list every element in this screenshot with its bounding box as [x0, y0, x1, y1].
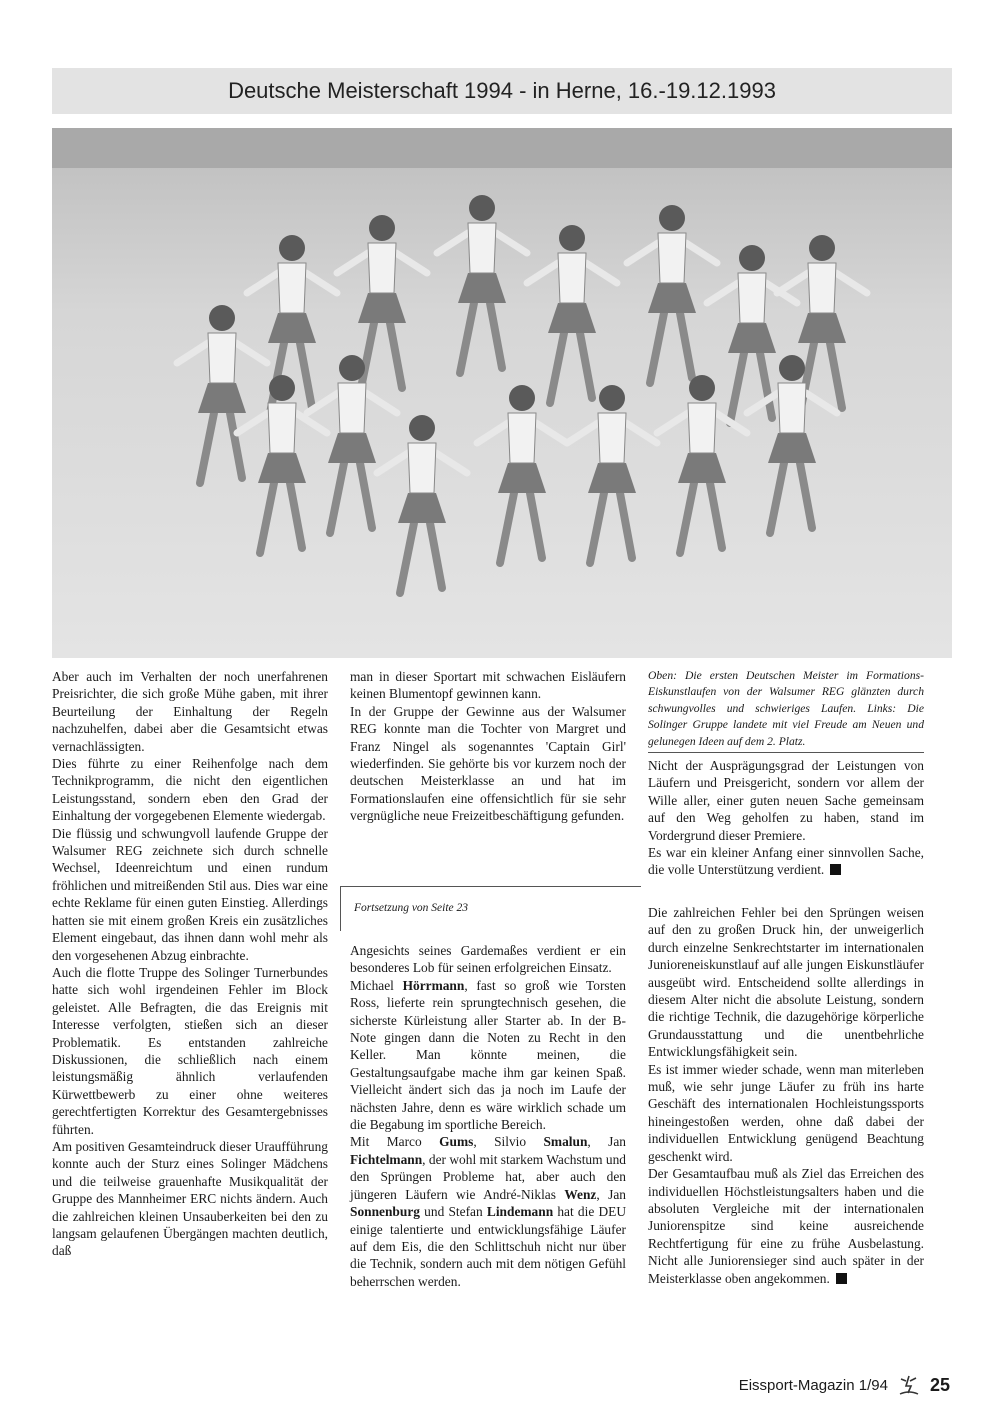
paragraph: Die zahlreichen Fehler bei den Sprüngen weisen auf den zu großen Druck hin, der unweigerlich durch einzelne Senkrechtstarter im internationalen Junioreneiskunstlauf auf alle jungen Eiskunstläufer ausgeübt wird. Entscheidend sollte allerdings in diesem Alter nicht die absolute Leistung, sondern die richtige Technik, die dazugehörige körperliche Grundausstattung und die unentbehrliche Entwicklungsfähigkeit sein. — [648, 905, 924, 1060]
photo-caption: Oben: Die ersten Deutschen Meister im Formations-Eiskunstlaufen von der Walsumer REG glänzten durch schwungvolles und schwieriges Laufen. Links: Die Solinger Gruppe landete mit viel Freude am Neuen und gelunegen Ideen auf dem 2. Platz. — [648, 668, 924, 753]
text: , Jan — [587, 1134, 627, 1150]
paragraph — [648, 1165, 924, 1287]
paragraph: Dies führte zu einer Reihenfolge nach dem Technikprogramm, die nicht den eigentlichen Leistungsstand, sondern eben den Grad der Einhaltung der vorgegebenen Elemente wiedergab. — [52, 756, 328, 824]
end-mark-icon — [830, 864, 841, 875]
paragraph: Angesichts seines Gardemaßes verdient er ein besonderes Lob für seinen erfolgreichen Einsatz. — [350, 943, 626, 976]
text: hat die DEU einige talentierte und entwicklungsfähige Läufer auf dem Eis, die den Schlittschuh nicht nur über die Technik, sondern auch mit dem nötigen Gefühl beherrschen werden. — [350, 1204, 627, 1289]
text: Mit Marco — [350, 1134, 440, 1150]
skater-name: Sonnenburg — [350, 1204, 420, 1220]
column-2-continued — [350, 942, 626, 1290]
magazine-name: Eissport-Magazin 1/94 — [738, 1376, 888, 1394]
skater-name: Gums — [439, 1134, 474, 1150]
skater-name: Lindemann — [486, 1204, 554, 1220]
skater-logo-icon — [896, 1372, 922, 1398]
column-3-continued — [648, 904, 924, 1287]
paragraph: Die flüssig und schwungvoll laufende Gruppe der Walsumer REG zeichnete sich durch schnelle Wechsel, Ideenreichtum und einen rundum fröhlichen und mitreißenden Stil aus. Dies war eine echte Reklame für einen guten Einstieg. Allerdings hatten sie mit einem großen Kreis ein zusätzliches Element eingebaut, das ihnen dann wohl mehr als den vorgesehenen Abzug einbrachte. — [52, 825, 328, 963]
team-photo — [52, 128, 952, 658]
paragraph: man in dieser Sportart mit schwachen Eisläufern keinen Blumentopf gewinnen kann. — [350, 669, 626, 702]
text: und Stefan — [419, 1204, 487, 1220]
paragraph-text: Es war ein kleiner Anfang einer sinnvollen Sache, die volle Unterstützung verdient. — [648, 845, 924, 878]
text: , der wohl mit starkem Wachstum und den Sprüngen Probleme hat, aber auch den jüngeren Läufern wie André-Niklas — [350, 1151, 626, 1202]
skater-name: Hörrmann — [402, 977, 465, 993]
skaters-illustration — [52, 128, 952, 658]
page-footer — [720, 1370, 950, 1400]
page-number: 25 — [929, 1374, 950, 1395]
paragraph: In der Gruppe der Gewinne aus der Walsumer REG konnte man die Tochter von Margret und Franz Ningel als sogenanntes 'Captain Girl' wiederfinden. Sie gehörte bis vor kurzem noch der deutschen Meisterklasse an und hat im Formationslaufen eine offensichtlich für sie sehr vergnügliche neue Freizeitbeschäftigung gefunden. — [350, 703, 626, 824]
column-2 — [350, 668, 626, 825]
paragraph-text: Der Gesamtaufbau muß als Ziel das Erreichen des individuellen Höchstleistungsalters haben und die absoluten Vergleiche mit der internationalen Juniorenspitze sind keine ausreichende Rechtfertigung für eine zu frühe Ausbelastung. Nicht alle Juniorensieger sind auch später in der Meisterklasse oben angekommen. — [648, 1166, 924, 1286]
column-1 — [52, 668, 328, 1260]
end-mark-icon — [836, 1273, 847, 1284]
paragraph: Es ist immer wieder schade, wenn man miterleben muß, wie sehr junge Läufer zu früh ins harte Geschäft des internationalen Hochleistungssports hineingestoßen werden, ohne daß dabei der individuellen Entwicklung genügend Beachtung geschenkt wird. — [648, 1061, 924, 1164]
paragraph: Am positiven Gesamteindruck dieser Uraufführung konnte auch der Sturz eines Solinger Mädchens und die teilweise grauenhafte Musikqualität der Gruppe des Mannheimer ERC nichts ändern. Auch die zahlreichen kleinen Unsauberkeiten bei den zu langsam gelaufenen Übergängen machten deutlich, daß — [52, 1138, 328, 1259]
text: Michael — [350, 977, 403, 993]
paragraph — [350, 1133, 626, 1290]
skater-name: Fichtelmann — [350, 1151, 423, 1167]
paragraph: Auch die flotte Truppe des Solinger Turnerbundes hatte sich wohl irgendeinen Fehler im Block geleistet. Alle Befragten, die das Ereignis mit Interesse verfolgten, stießen sich an dieser Problematik. Es entstanden zahlreiche Diskussionen, die schließlich nach einem leistungsmäßig ähnlich verlaufenden Kürwettbewerb zu einer ohne weiteres gerechtfertigten Korrektur des Gesamtergebnisses führten. — [52, 964, 328, 1137]
continuation-label: Fortsetzung von Seite 23 — [354, 902, 469, 914]
paragraph: Nicht der Ausprägungsgrad der Leistungen von Läufern und Preisgericht, sondern vor allem der Wille aller, einer guten neuen Sache gemeinsam auf den Weg geholfen zu haben, stand im Vordergrund dieser Premiere. — [648, 758, 924, 843]
skater-name: Smalun — [543, 1134, 588, 1150]
skater-name: Wenz — [564, 1186, 597, 1202]
page-title: Deutsche Meisterschaft 1994 - in Herne, 16.-19.12.1993 — [52, 68, 952, 114]
text: , Jan — [596, 1186, 627, 1202]
paragraph — [350, 977, 626, 1134]
text: , fast so groß wie Torsten Ross, lieferte rein sprungtechnisch gesehen, die sicherste Kürleistung aller Starter ab. In der B-Note gingen dann die Noten zu Recht in den Keller. Man könnte meinen, die Gestaltungsaufgabe mache ihm gar keinen Spaß. Vielleicht ändert sich das ja noch im Laufe der nächsten Jahre, denn es wäre wirklich schade um die Begabung im sportliche Bereich. — [350, 977, 626, 1133]
column-3-top — [648, 668, 924, 879]
paragraph: Aber auch im Verhalten der noch unerfahrenen Preisrichter, die sich große Mühe gaben, mit ihrer Beurteilung der Einhaltung der Regeln nachzuhelfen, dabei aber die Gesamtsicht etwas vernachlässigten. — [52, 669, 328, 754]
text: , Silvio — [473, 1134, 544, 1150]
paragraph — [648, 844, 924, 879]
